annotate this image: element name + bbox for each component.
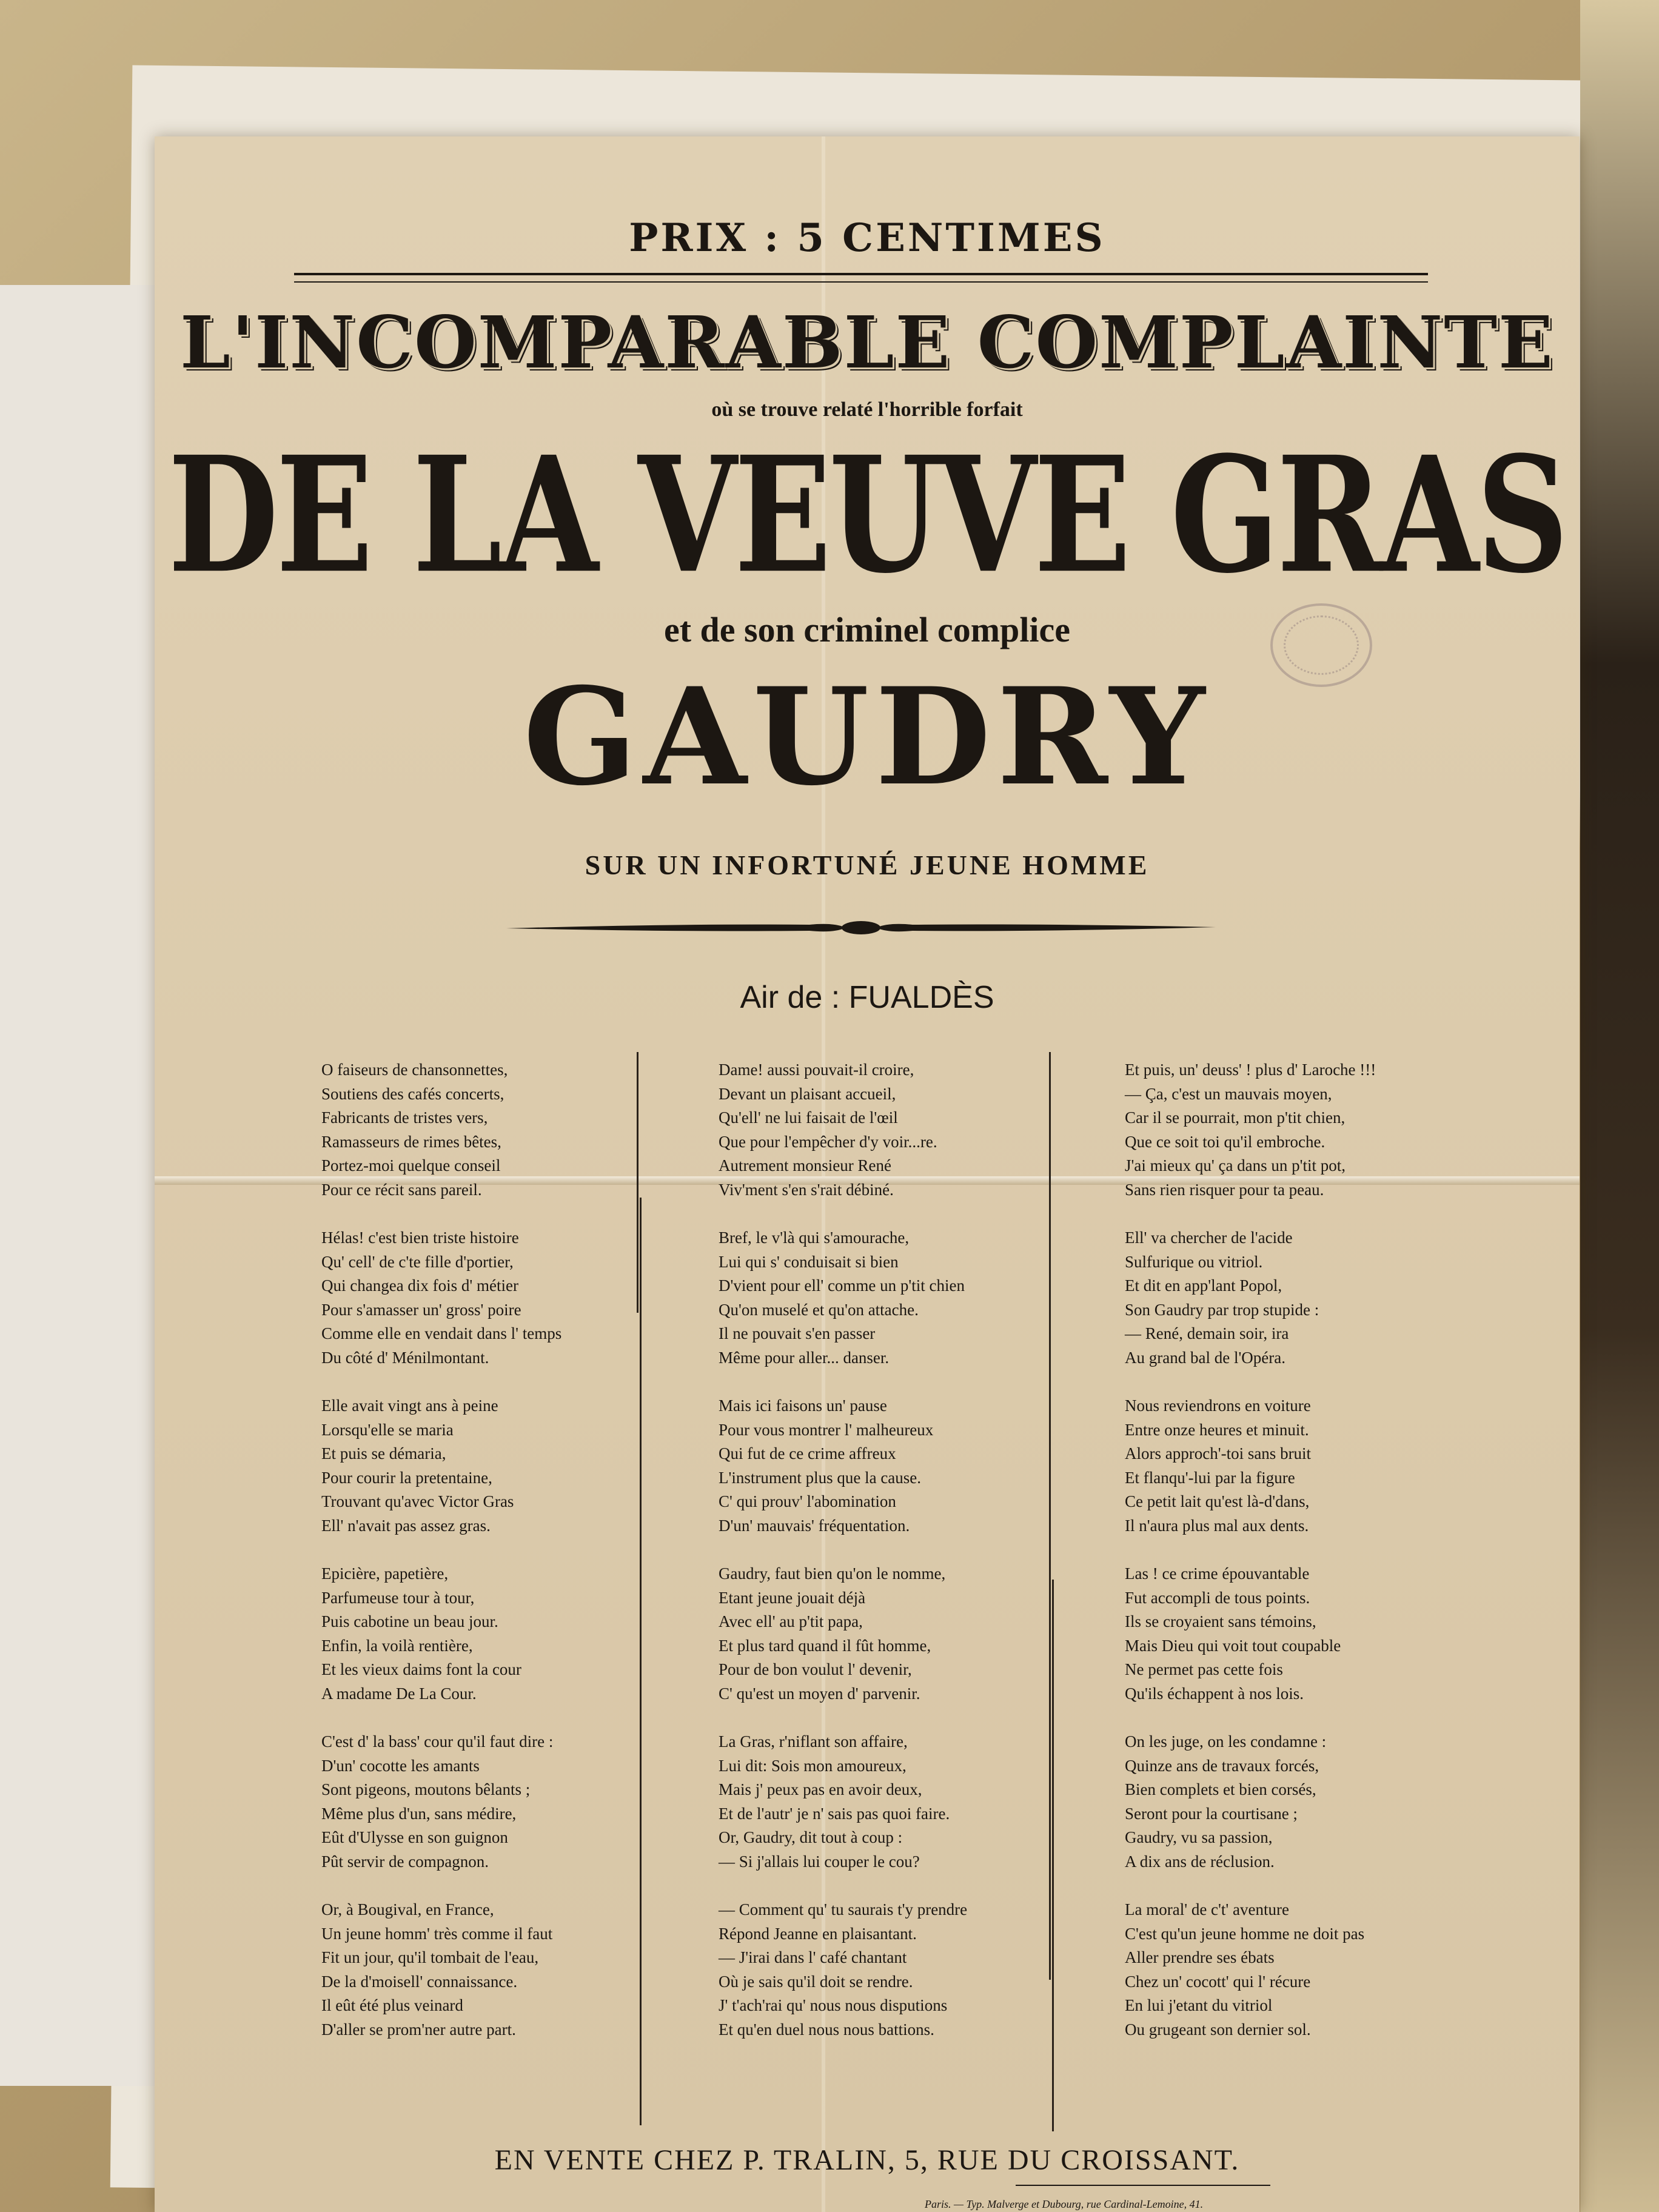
verse-line: Mais ici faisons un' pause <box>719 1396 887 1415</box>
verse-line: C' qu'est un moyen d' parvenir. <box>719 1684 920 1703</box>
stanza <box>321 1394 661 1538</box>
verse-column-1 <box>321 1058 661 2066</box>
verse-line: Et dit en app'lant Popol, <box>1125 1276 1282 1295</box>
price-heading: PRIX : 5 CENTIMES <box>629 215 1105 261</box>
verse-line: Pour s'amasser un' gross' poire <box>321 1300 521 1319</box>
verse-line: Etant jeune jouait déjà <box>719 1588 866 1607</box>
verse-line: Portez-moi quelque conseil <box>321 1156 501 1175</box>
verse-line: Fut accompli de tous points. <box>1125 1588 1310 1607</box>
verse-line: Viv'ment s'en s'rait débiné. <box>719 1180 894 1199</box>
stanza <box>321 1898 661 2042</box>
verse-line: Pour vous montrer l' malheureux <box>719 1420 934 1439</box>
subtitle-line-3: SUR UN INFORTUNÉ JEUNE HOMME <box>585 850 1150 880</box>
verse-line: Qu'on muselé et qu'on attache. <box>719 1300 919 1319</box>
title-line-3: GAUDRY <box>523 658 1212 815</box>
left-folder-page <box>0 285 177 2086</box>
verse-line: Epicière, papetière, <box>321 1564 449 1583</box>
verse-line: Ell' va chercher de l'acide <box>1125 1228 1293 1247</box>
verse-line: Qui changea dix fois d' métier <box>321 1276 519 1295</box>
verse-line: Lui dit: Sois mon amoureux, <box>719 1756 907 1775</box>
stanza <box>321 1730 661 1874</box>
verse-line: Trouvant qu'avec Victor Gras <box>321 1492 514 1510</box>
verse-line: Même plus d'un, sans médire, <box>321 1804 517 1823</box>
verse-line: Un jeune homm' très comme il faut <box>321 1924 553 1943</box>
verse-line: La moral' de c't' aventure <box>1125 1900 1289 1919</box>
verse-line: Bien complets et bien corsés, <box>1125 1780 1316 1798</box>
verse-line: Soutiens des cafés concerts, <box>321 1084 504 1103</box>
stanza <box>719 1394 1058 1538</box>
verse-line: Pour courir la pretentaine, <box>321 1468 492 1487</box>
verse-line: Pût servir de compagnon. <box>321 1852 489 1871</box>
verse-line: Et de l'autr' je n' sais pas quoi faire. <box>719 1804 950 1823</box>
verse-line: Et qu'en duel nous nous battions. <box>719 2020 934 2039</box>
stanza <box>719 1226 1058 1370</box>
verse-line: A dix ans de réclusion. <box>1125 1852 1275 1871</box>
verse-line: Quinze ans de travaux forcés, <box>1125 1756 1319 1775</box>
verse-line: Seront pour la courtisane ; <box>1125 1804 1298 1823</box>
stanza <box>1125 1730 1464 1874</box>
verse-line: Il eût été plus veinard <box>321 1996 463 2014</box>
verse-line: J' t'ach'rai qu' nous nous disputions <box>719 1996 948 2014</box>
verse-line: Ce petit lait qu'est là-d'dans, <box>1125 1492 1310 1510</box>
verse-line: Alors approch'-toi sans bruit <box>1125 1444 1312 1463</box>
verse-line: Qui fut de ce crime affreux <box>719 1444 896 1463</box>
verse-line: Et flanqu'-lui par la figure <box>1125 1468 1295 1487</box>
verse-line: C' qui prouv' l'abomination <box>719 1492 896 1510</box>
verse-line: Ell' n'avait pas assez gras. <box>321 1516 491 1535</box>
verse-line: Gaudry, vu sa passion, <box>1125 1828 1273 1846</box>
subtitle-line-2: et de son criminel complice <box>663 610 1071 649</box>
poster-sheet <box>155 136 1580 2212</box>
stanza <box>719 1058 1058 1202</box>
verse-line: Et plus tard quand il fût homme, <box>719 1636 931 1655</box>
verse-line: Or, à Bougival, en France, <box>321 1900 494 1919</box>
verse-column-3 <box>1125 1058 1464 2066</box>
verse-line: De la d'moisell' connaissance. <box>321 1972 518 1991</box>
verse-line: Lorsqu'elle se maria <box>321 1420 454 1439</box>
subtitle-line-1: où se trouve relaté l'horrible forfait <box>711 398 1023 421</box>
verse-line: D'un' mauvais' fréquentation. <box>719 1516 910 1535</box>
tune-line: Air de : FUALDÈS <box>740 980 994 1015</box>
verse-line: Autrement monsieur René <box>719 1156 891 1175</box>
stanza <box>321 1562 661 1706</box>
verse-line: Qu'ell' ne lui faisait de l'œil <box>719 1108 898 1127</box>
stanza <box>321 1058 661 1202</box>
verse-line: Son Gaudry par trop stupide : <box>1125 1300 1319 1319</box>
verse-line: — Si j'allais lui couper le cou? <box>719 1852 920 1871</box>
verse-line: — René, demain soir, ira <box>1125 1324 1289 1342</box>
verse-line: Fabricants de tristes vers, <box>321 1108 488 1127</box>
verse-line: Ramasseurs de rimes bêtes, <box>321 1132 501 1151</box>
verse-line: D'un' cocotte les amants <box>321 1756 480 1775</box>
verse-line: Pour ce récit sans pareil. <box>321 1180 482 1199</box>
verse-line: — J'irai dans l' café chantant <box>719 1948 907 1966</box>
title-line-1: L'INCOMPARABLE COMPLAINTE <box>180 300 1554 384</box>
verse-line: Gaudry, faut bien qu'on le nomme, <box>719 1564 946 1583</box>
verse-line: Dame! aussi pouvait-il croire, <box>719 1061 914 1079</box>
verse-line: Nous reviendrons en voiture <box>1125 1396 1311 1415</box>
verse-line: Chez un' cocott' qui l' récure <box>1125 1972 1311 1991</box>
verse-line: Hélas! c'est bien triste histoire <box>321 1228 519 1247</box>
verse-line: Que pour l'empêcher d'y voir...re. <box>719 1132 937 1151</box>
stanza <box>1125 1394 1464 1538</box>
verse-line: Comme elle en vendait dans l' temps <box>321 1324 562 1342</box>
stanza <box>1125 1562 1464 1706</box>
verse-line: Il ne pouvait s'en passer <box>719 1324 876 1342</box>
verse-line: Sans rien risquer pour ta peau. <box>1125 1180 1324 1199</box>
verse-line: Il n'aura plus mal aux dents. <box>1125 1516 1309 1535</box>
verse-line: Bref, le v'là qui s'amourache, <box>719 1228 910 1247</box>
verse-line: Eût d'Ulysse en son guignon <box>321 1828 508 1846</box>
verse-line: Enfin, la voilà rentière, <box>321 1636 473 1655</box>
verse-line: En lui j'etant du vitriol <box>1125 1996 1273 2014</box>
verse-line: Puis cabotine un beau jour. <box>321 1612 498 1631</box>
verse-line: Mais j' peux pas en avoir deux, <box>719 1780 922 1798</box>
verse-line: D'vient pour ell' comme un p'tit chien <box>719 1276 965 1295</box>
stanza <box>1125 1226 1464 1370</box>
verse-line: Du côté d' Ménilmontant. <box>321 1348 489 1367</box>
verse-line: C'est qu'un jeune homme ne doit pas <box>1125 1924 1365 1943</box>
verse-line: Et les vieux daims font la cour <box>321 1660 521 1678</box>
stanza <box>321 1226 661 1370</box>
verse-line: Or, Gaudry, dit tout à coup : <box>719 1828 903 1846</box>
stanza <box>719 1562 1058 1706</box>
verse-line: — Comment qu' tu saurais t'y prendre <box>719 1900 968 1919</box>
verse-line: Où je sais qu'il doit se rendre. <box>719 1972 913 1991</box>
header-double-rule <box>294 273 1428 283</box>
verse-line: Pour de bon voulut l' devenir, <box>719 1660 912 1678</box>
verse-line: Au grand bal de l'Opéra. <box>1125 1348 1286 1367</box>
verse-line: D'aller se prom'ner autre part. <box>321 2020 516 2039</box>
ornament-divider <box>506 919 1216 937</box>
verse-line: La Gras, r'niflant son affaire, <box>719 1732 908 1751</box>
verse-line: Sont pigeons, moutons bêlants ; <box>321 1780 531 1798</box>
verse-line: Las ! ce crime épouvantable <box>1125 1564 1310 1583</box>
verse-line: Et puis se démaria, <box>321 1444 446 1463</box>
verse-line: Avec ell' au p'tit papa, <box>719 1612 863 1631</box>
verse-line: Parfumeuse tour à tour, <box>321 1588 475 1607</box>
verse-line: Lui qui s' conduisait si bien <box>719 1252 899 1271</box>
verse-line: Aller prendre ses ébats <box>1125 1948 1275 1966</box>
footer-rule <box>1016 2185 1270 2186</box>
stanza <box>719 1730 1058 1874</box>
verse-line: Ou grugeant son dernier sol. <box>1125 2020 1311 2039</box>
stanza <box>1125 1058 1464 1202</box>
verse-line: Et puis, un' deuss' ! plus d' Laroche !!! <box>1125 1061 1376 1079</box>
right-background-edge <box>1580 0 1659 2212</box>
verse-line: Elle avait vingt ans à peine <box>321 1396 498 1415</box>
verse-line: A madame De La Cour. <box>321 1684 477 1703</box>
verse-line: Répond Jeanne en plaisantant. <box>719 1924 917 1943</box>
verse-column-2 <box>719 1058 1058 2066</box>
verse-line: Fit un jour, qu'il tombait de l'eau, <box>321 1948 539 1966</box>
sale-notice: EN VENTE CHEZ P. TRALIN, 5, RUE DU CROISSANT. <box>494 2144 1240 2176</box>
verse-line: J'ai mieux qu' ça dans un p'tit pot, <box>1125 1156 1346 1175</box>
verse-line: L'instrument plus que la cause. <box>719 1468 922 1487</box>
verse-line: Qu'ils échappent à nos lois. <box>1125 1684 1304 1703</box>
stanza <box>1125 1898 1464 2042</box>
verse-line: Sulfurique ou vitriol. <box>1125 1252 1263 1271</box>
verse-line: Ne permet pas cette fois <box>1125 1660 1283 1678</box>
verse-line: On les juge, on les condamne : <box>1125 1732 1327 1751</box>
printer-credit: Paris. — Typ. Malverge et Dubourg, rue Cardinal-Lemoine, 41. <box>925 2198 1204 2210</box>
verse-line: Que ce soit toi qu'il embroche. <box>1125 1132 1326 1151</box>
verse-line: Ils se croyaient sans témoins, <box>1125 1612 1316 1631</box>
verse-line: C'est d' la bass' cour qu'il faut dire : <box>321 1732 554 1751</box>
stanza <box>719 1898 1058 2042</box>
verse-line: Car il se pourrait, mon p'tit chien, <box>1125 1108 1346 1127</box>
verse-line: Mais Dieu qui voit tout coupable <box>1125 1636 1341 1655</box>
verse-line: — Ça, c'est un mauvais moyen, <box>1125 1084 1332 1103</box>
verse-line: Devant un plaisant accueil, <box>719 1084 896 1103</box>
title-line-2: DE LA VEUVE GRAS <box>168 421 1566 609</box>
verse-line: O faiseurs de chansonnettes, <box>321 1061 508 1079</box>
verse-line: Entre onze heures et minuit. <box>1125 1420 1309 1439</box>
verse-line: Qu' cell' de c'te fille d'portier, <box>321 1252 514 1271</box>
verse-line: Même pour aller... danser. <box>719 1348 890 1367</box>
